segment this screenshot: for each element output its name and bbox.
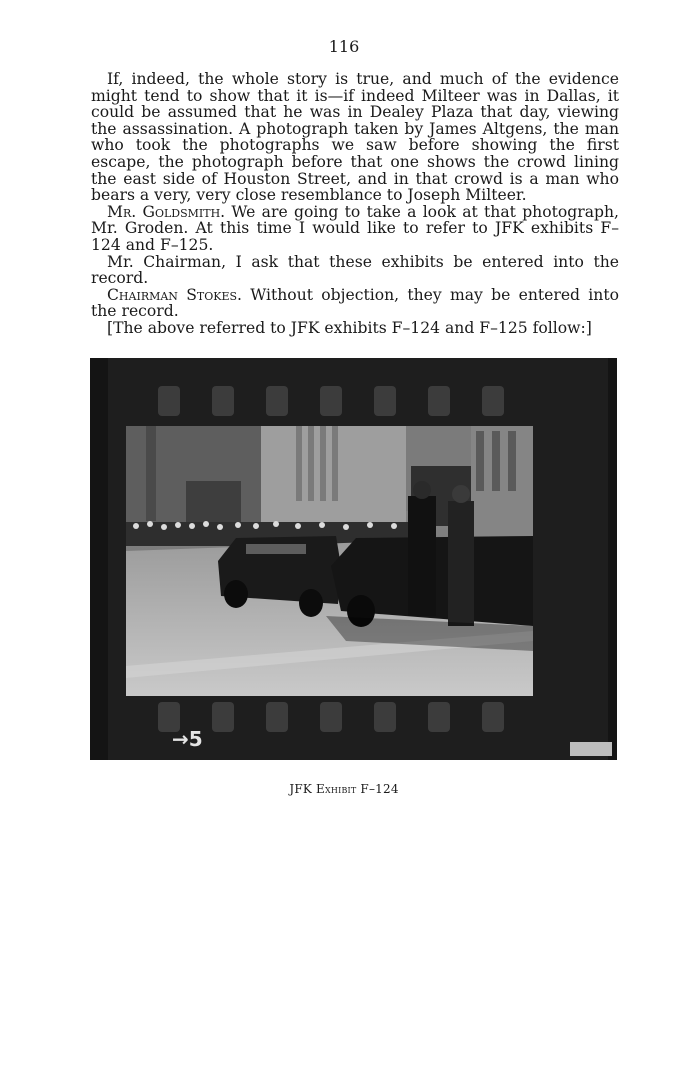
caption-prefix: JFK [289, 782, 317, 796]
caption-number: F–124 [356, 782, 399, 796]
film-frame-number: →5 [172, 727, 203, 751]
exhibit-caption [0, 782, 688, 796]
caption-label: Exhibit [316, 782, 357, 796]
speaker-name: Mr. Goldsmith. [107, 202, 226, 221]
body-text [91, 71, 619, 337]
archive-label [570, 742, 612, 756]
page-number: 116 [328, 37, 360, 56]
speaker-name: Chairman Stokes. [107, 285, 242, 304]
street-scene [126, 426, 533, 696]
paragraph [91, 204, 619, 254]
paragraph-text: Without objection, they may be entered into the record. [91, 285, 619, 321]
paragraph: [The above referred to JFK exhibits F–124 and F–125 follow:] [107, 318, 592, 337]
exhibit-photograph [90, 358, 617, 760]
paragraph-text: We are going to take a look at that photograph, Mr. Groden. At this time I would like to refer to JFK exhibits F–124 and F–125. [91, 202, 619, 254]
paragraph: If, indeed, the whole story is true, and much of the evidence might tend to show that it is—if indeed Milteer was in Dallas, it could be assumed that he was in Dealey Plaza that day, viewing the assassination. A photograph taken by James Altgens, the man who took the photographs we saw before showing the first escape, the photograph before that one shows the crowd lining the east side of Houston Street, and in that crowd is a man who bears a very, very close resemblance to Joseph Milteer. [91, 70, 619, 205]
paragraph [91, 287, 619, 320]
paragraph: Mr. Chairman, I ask that these exhibits be entered into the record. [91, 252, 619, 288]
